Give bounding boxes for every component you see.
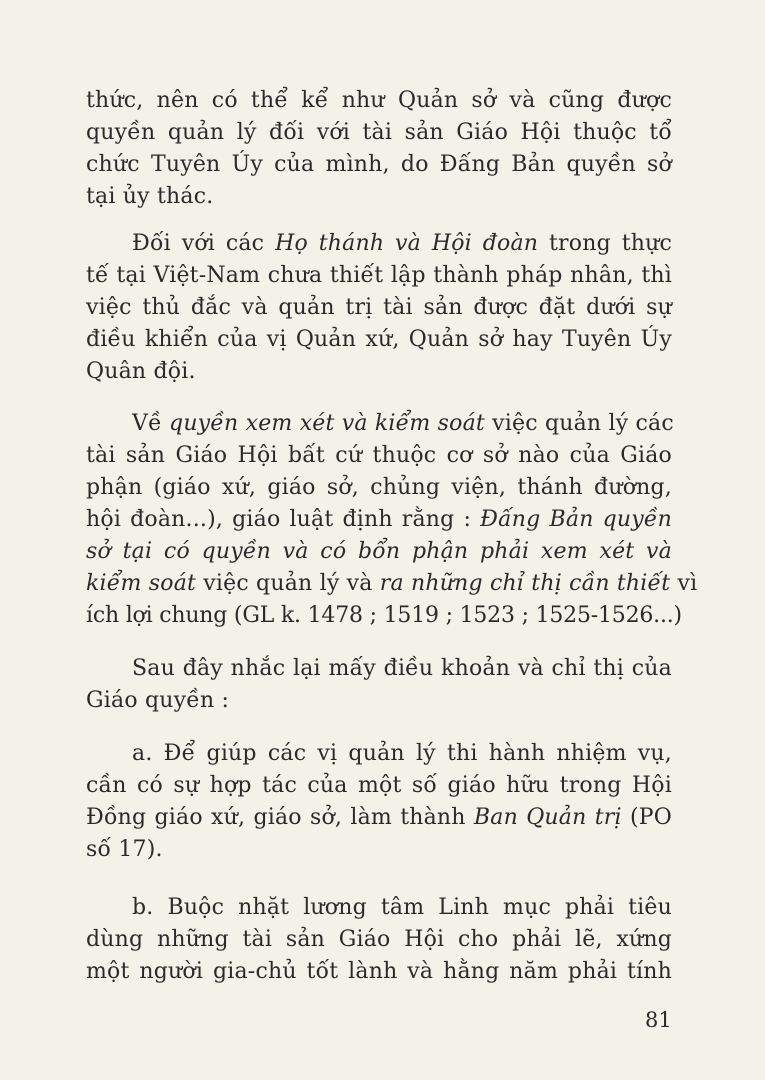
text-line: Giáo quyền :	[86, 688, 230, 713]
paragraph-5	[86, 739, 672, 864]
paragraph-4	[86, 654, 672, 715]
italic-run: sở tại có quyền và có bổn phận phải xem xét và	[86, 539, 672, 564]
italic-run: Họ thánh và Hội đoàn	[275, 231, 539, 256]
text-run: vì	[670, 571, 698, 596]
text-line	[86, 409, 672, 438]
text-line	[86, 803, 672, 832]
text-run: Đối với các	[132, 231, 276, 256]
text-line: cần có sự hợp tác của một số giáo hữu trong Hội	[86, 773, 672, 798]
text-line: tế tại Việt-Nam chưa thiết lập thành pháp nhân, thì	[86, 263, 672, 288]
text-line: số 17).	[86, 837, 163, 862]
text-line: thức, nên có thể kể như Quản sở và cũng được	[86, 88, 672, 113]
text-line: việc thủ đắc và quản trị tài sản được đặt dưới sự	[86, 295, 672, 320]
text-line	[86, 229, 672, 258]
text-line: b. Buộc nhặt lương tâm Linh mục phải tiêu	[132, 895, 672, 920]
italic-run: Đấng Bản quyền	[480, 507, 672, 532]
italic-run: quyền xem xét và kiểm soát	[169, 411, 485, 436]
text-line: Sau đây nhắc lại mấy điều khoản và chỉ thị của	[132, 656, 672, 681]
text-line: phận (giáo xứ, giáo sở, chủng viện, thánh đường,	[86, 475, 672, 500]
text-line: tài sản Giáo Hội bất cứ thuộc cơ sở nào của Giáo	[86, 443, 672, 468]
page-number: 81	[645, 1008, 672, 1032]
text-line: Quân đội.	[86, 359, 196, 384]
text-line: tại ủy thác.	[86, 184, 214, 209]
paragraph-1	[86, 86, 672, 211]
text-line: điều khiển của vị Quản xứ, Quản sở hay Tuyên Úy	[86, 327, 672, 352]
italic-run: ra những chỉ thị cần thiết	[379, 571, 671, 596]
text-line: quyền quản lý đối với tài sản Giáo Hội thuộc tổ	[86, 120, 672, 145]
text-line: chức Tuyên Úy của mình, do Đấng Bản quyền sở	[86, 152, 672, 177]
text-line: dùng những tài sản Giáo Hội cho phải lẽ, xứng	[86, 927, 672, 952]
paragraph-3	[86, 409, 698, 630]
text-line: a. Để giúp các vị quản lý thi hành nhiệm vụ,	[132, 741, 672, 766]
text-line	[86, 537, 672, 566]
text-run: việc quản lý và	[196, 571, 380, 596]
text-line: ích lợi chung (GL k. 1478 ; 1519 ; 1523 ; 1525-1526...)	[86, 603, 682, 628]
paragraph-6	[86, 893, 672, 986]
text-run: việc quản lý các	[484, 411, 674, 436]
text-line	[86, 505, 672, 534]
italic-run: kiểm soát	[86, 571, 197, 596]
text-run: trong thực	[538, 231, 672, 256]
text-run: Đồng giáo xứ, giáo sở, làm thành	[86, 805, 474, 830]
text-run: Về	[132, 411, 170, 436]
text-run: hội đoàn...), giáo luật định rằng :	[86, 507, 481, 532]
text-line: một người gia-chủ tốt lành và hằng năm phải tính	[86, 959, 672, 984]
paragraph-2	[86, 229, 672, 386]
text-line	[86, 569, 698, 598]
italic-run: Ban Quản trị	[473, 805, 622, 830]
text-run: (PO	[621, 805, 672, 830]
